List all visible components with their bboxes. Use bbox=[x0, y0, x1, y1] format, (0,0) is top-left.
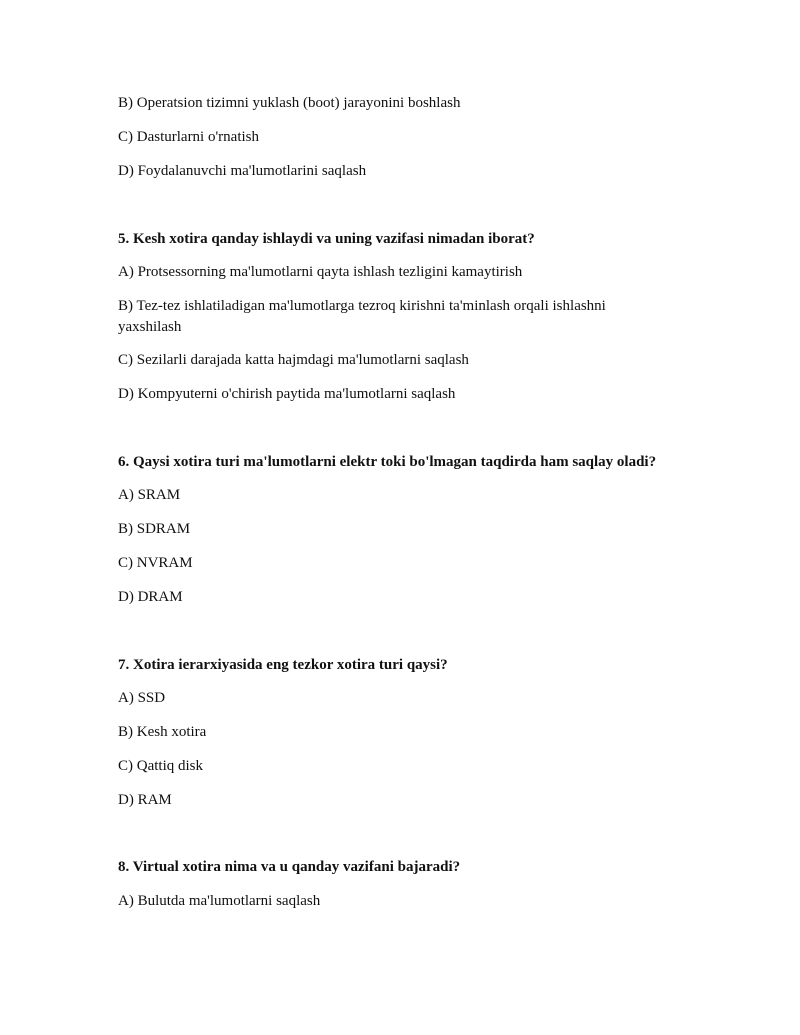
question-6-option-a: A) SRAM bbox=[118, 487, 181, 503]
question-6-option-d: D) DRAM bbox=[118, 589, 183, 605]
question-7-option-a: A) SSD bbox=[118, 690, 166, 706]
question-6-option-b: B) SDRAM bbox=[118, 521, 191, 537]
question-8-title: 8. Virtual xotira nima va u qanday vazifani bajaradi? bbox=[118, 859, 461, 875]
option-d: D) Foydalanuvchi ma'lumotlarini saqlash bbox=[118, 163, 367, 179]
question-6-title: 6. Qaysi xotira turi ma'lumotlarni elektr toki bo'lmagan taqdirda ham saqlay oladi? bbox=[118, 454, 657, 470]
question-5-title: 5. Kesh xotira qanday ishlaydi va uning vazifasi nimadan iborat? bbox=[118, 231, 535, 247]
option-c: C) Dasturlarni o'rnatish bbox=[118, 129, 260, 145]
question-7-option-d: D) RAM bbox=[118, 792, 172, 808]
question-5-option-c: C) Sezilarli darajada katta hajmdagi ma'lumotlarni saqlash bbox=[118, 352, 469, 368]
question-5-option-b-continued: yaxshilash bbox=[118, 319, 182, 335]
question-7-option-c: C) Qattiq disk bbox=[118, 758, 203, 774]
question-8-option-a: A) Bulutda ma'lumotlarni saqlash bbox=[118, 893, 321, 909]
question-5-option-d: D) Kompyuterni o'chirish paytida ma'lumotlarni saqlash bbox=[118, 386, 456, 402]
question-7-title: 7. Xotira ierarxiyasida eng tezkor xotira turi qaysi? bbox=[118, 657, 448, 673]
question-5-option-a: A) Protsessorning ma'lumotlarni qayta ishlash tezligini kamaytirish bbox=[118, 264, 523, 280]
question-7-option-b: B) Kesh xotira bbox=[118, 724, 207, 740]
option-b: B) Operatsion tizimni yuklash (boot) jarayonini boshlash bbox=[118, 95, 461, 111]
question-6-option-c: C) NVRAM bbox=[118, 555, 193, 571]
question-5-option-b: B) Tez-tez ishlatiladigan ma'lumotlarga tezroq kirishni ta'minlash orqali ishlashni bbox=[118, 298, 606, 314]
